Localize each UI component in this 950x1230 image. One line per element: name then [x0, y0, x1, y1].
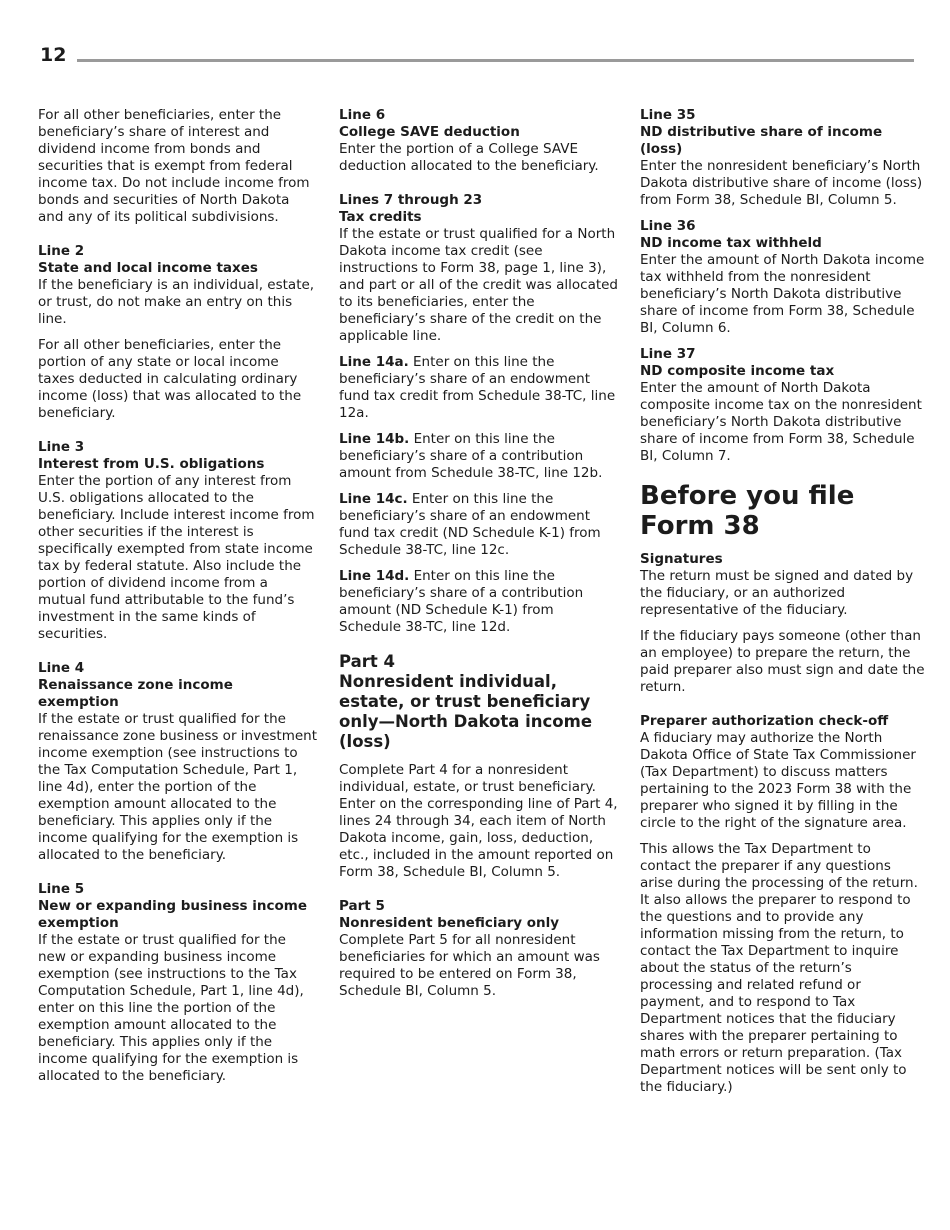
line-35-title: Line 35	[640, 107, 696, 123]
line-2-title: Line 2	[38, 243, 85, 259]
header-rule	[77, 59, 914, 62]
column-2	[339, 107, 619, 1017]
signatures-title: Signatures	[640, 551, 723, 567]
line-14a-label: Line 14a.	[339, 354, 409, 370]
part-5-section	[339, 898, 619, 1000]
line-4-subtitle: Renaissance zone income exemption	[38, 677, 233, 710]
lines-7-23-subtitle: Tax credits	[339, 209, 422, 225]
part-4-paragraph: Complete Part 4 for a nonresident individual, estate, or trust beneficiary. Enter on the corresponding line of Part 4, lines 24 through 34, each item of North Dakota income, gain, loss, deduction, etc., included in the amount reported on Form 38, Schedule BI, Column 5.	[339, 762, 618, 880]
line-6-title: Line 6	[339, 107, 386, 123]
line-2-paragraph-1: If the beneficiary is an individual, estate, or trust, do not make an entry on this line.	[38, 277, 315, 327]
line-37-subtitle: ND composite income tax	[640, 363, 835, 379]
line-14d-label: Line 14d.	[339, 568, 410, 584]
line-4-section	[38, 660, 318, 864]
line-14d-text: Enter on this line the beneficiary’s share of a contribution amount (ND Schedule K-1) from Schedule 38-TC, line 12d.	[339, 568, 584, 635]
preparer-paragraph-1: A fiduciary may authorize the North Dakota Office of State Tax Commissioner (Tax Department) to discuss matters pertaining to the 2023 Form 38 with the preparer who signed it by filling in the circle to the right of the signature area.	[640, 730, 916, 831]
line-37-title: Line 37	[640, 346, 696, 362]
line-37-paragraph: Enter the amount of North Dakota composite income tax on the nonresident beneficiary’s North Dakota distributive share of income from Form 38, Schedule BI, Column 7.	[640, 380, 922, 464]
line-6-section	[339, 107, 619, 175]
lines-7-23-title: Lines 7 through 23	[339, 192, 483, 208]
line-6-paragraph: Enter the portion of a College SAVE deduction allocated to the beneficiary.	[339, 141, 599, 174]
line-5-subtitle: New or expanding business income exemption	[38, 898, 307, 931]
line-14b-text: Enter on this line the beneficiary’s share of a contribution amount from Schedule 38-TC, line 12b.	[339, 431, 603, 481]
signatures-paragraph-2: If the fiduciary pays someone (other than an employee) to prepare the return, the paid preparer also must sign and date the return.	[640, 628, 925, 695]
line-14b-label: Line 14b.	[339, 431, 410, 447]
preparer-section	[640, 713, 925, 1096]
line-2-section	[38, 243, 318, 422]
line-14c-paragraph	[339, 491, 619, 559]
signatures-paragraph-1: The return must be signed and dated by the fiduciary, or an authorized representative of the fiduciary.	[640, 568, 914, 618]
part-4-subtitle: Nonresident individual, estate, or trust beneficiary only—North Dakota income (loss)	[339, 672, 593, 751]
line-14a-paragraph	[339, 354, 619, 422]
line-5-paragraph: If the estate or trust qualified for the new or expanding business income exemption (see instructions to the Tax Computation Schedule, Part 1, line 4d), enter on this line the portion of the exemption amount allocated to the beneficiary. This applies only if the income qualifying for the exemption is allocated to the beneficiary.	[38, 932, 304, 1084]
line-35-paragraph: Enter the nonresident beneficiary’s North Dakota distributive share of income (loss) from Form 38, Schedule BI, Column 5.	[640, 158, 923, 208]
line-36-paragraph: Enter the amount of North Dakota income tax withheld from the nonresident beneficiary’s North Dakota distributive share of income from Form 38, Schedule BI, Column 6.	[640, 252, 925, 336]
line-14d-paragraph	[339, 568, 619, 636]
line-37-section	[640, 346, 925, 465]
part-5-subtitle: Nonresident beneficiary only	[339, 915, 560, 931]
preparer-paragraph-2: This allows the Tax Department to contact the preparer if any questions arise during the processing of the return. It also allows the preparer to respond to the questions and to provide any information missing from the return, to contact the Tax Department to inquire about the status of the return’s processing and related refund or payment, and to respond to Tax Department notices that the fiduciary shares with the preparer pertaining to math errors or return preparation. (Tax Department notices will be sent only to the fiduciary.)	[640, 841, 918, 1095]
preparer-title: Preparer authorization check-off	[640, 713, 889, 729]
column-3	[640, 107, 925, 1113]
part-4-heading	[339, 652, 619, 752]
part-4-title: Part 4	[339, 652, 396, 671]
line-36-subtitle: ND income tax withheld	[640, 235, 822, 251]
line-5-title: Line 5	[38, 881, 85, 897]
signatures-section	[640, 551, 925, 696]
line-3-subtitle: Interest from U.S. obligations	[38, 456, 265, 472]
line-2-paragraph-2: For all other beneficiaries, enter the portion of any state or local income taxes deducted in calculating ordinary income (loss) that was allocated to the beneficiary.	[38, 337, 302, 421]
line-3-section	[38, 439, 318, 643]
lines-7-23-section	[339, 192, 619, 345]
line-4-paragraph: If the estate or trust qualified for the renaissance zone business or investment income exemption (see instructions to the Tax Computation Schedule, Part 1, line 4d), enter the portion of the exemption amount allocated to the beneficiary. This applies only if the income qualifying for the exemption is allocated to the beneficiary.	[38, 711, 318, 863]
line-36-section	[640, 218, 925, 337]
line-2-subtitle: State and local income taxes	[38, 260, 258, 276]
line-4-title: Line 4	[38, 660, 85, 676]
part-5-paragraph: Complete Part 5 for all nonresident beneficiaries for which an amount was required to be entered on Form 38, Schedule BI, Column 5.	[339, 932, 600, 999]
line-14c-text: Enter on this line the beneficiary’s share of an endowment fund tax credit (ND Schedule K-1) from Schedule 38-TC, line 12c.	[339, 491, 601, 558]
lines-7-23-paragraph: If the estate or trust qualified for a North Dakota income tax credit (see instructions to Form 38, page 1, line 3), and part or all of the credit was allocated to its beneficiaries, enter the beneficiary’s share of the credit on the applicable line.	[339, 226, 619, 344]
line-6-subtitle: College SAVE deduction	[339, 124, 520, 140]
line-3-title: Line 3	[38, 439, 85, 455]
line-35-section	[640, 107, 925, 209]
line-14c-label: Line 14c.	[339, 491, 408, 507]
line-36-title: Line 36	[640, 218, 696, 234]
intro-paragraph: For all other beneficiaries, enter the beneficiary’s share of interest and dividend income from bonds and securities that is exempt from federal income tax. Do not include income from bonds and securities of North Dakota and any of its political subdivisions.	[38, 107, 310, 225]
part-4-section	[339, 762, 619, 881]
line-5-section	[38, 881, 318, 1085]
line-3-paragraph: Enter the portion of any interest from U.S. obligations allocated to the beneficiary. Include interest income from other securities if the interest is specifically exempted from state income tax by federal statute. Also include the portion of dividend income from a mutual fund attributable to the fund’s investment in the same kinds of securities.	[38, 473, 315, 642]
line-14b-paragraph	[339, 431, 619, 482]
intro-section	[38, 107, 318, 226]
line-14a-text: Enter on this line the beneficiary’s share of an endowment fund tax credit from Schedule 38-TC, line 12a.	[339, 354, 616, 421]
page-number: 12	[40, 44, 67, 66]
part-5-title: Part 5	[339, 898, 385, 914]
before-you-file-heading: Before you file Form 38	[640, 481, 855, 541]
line-35-subtitle: ND distributive share of income (loss)	[640, 124, 883, 157]
column-1	[38, 107, 318, 1102]
